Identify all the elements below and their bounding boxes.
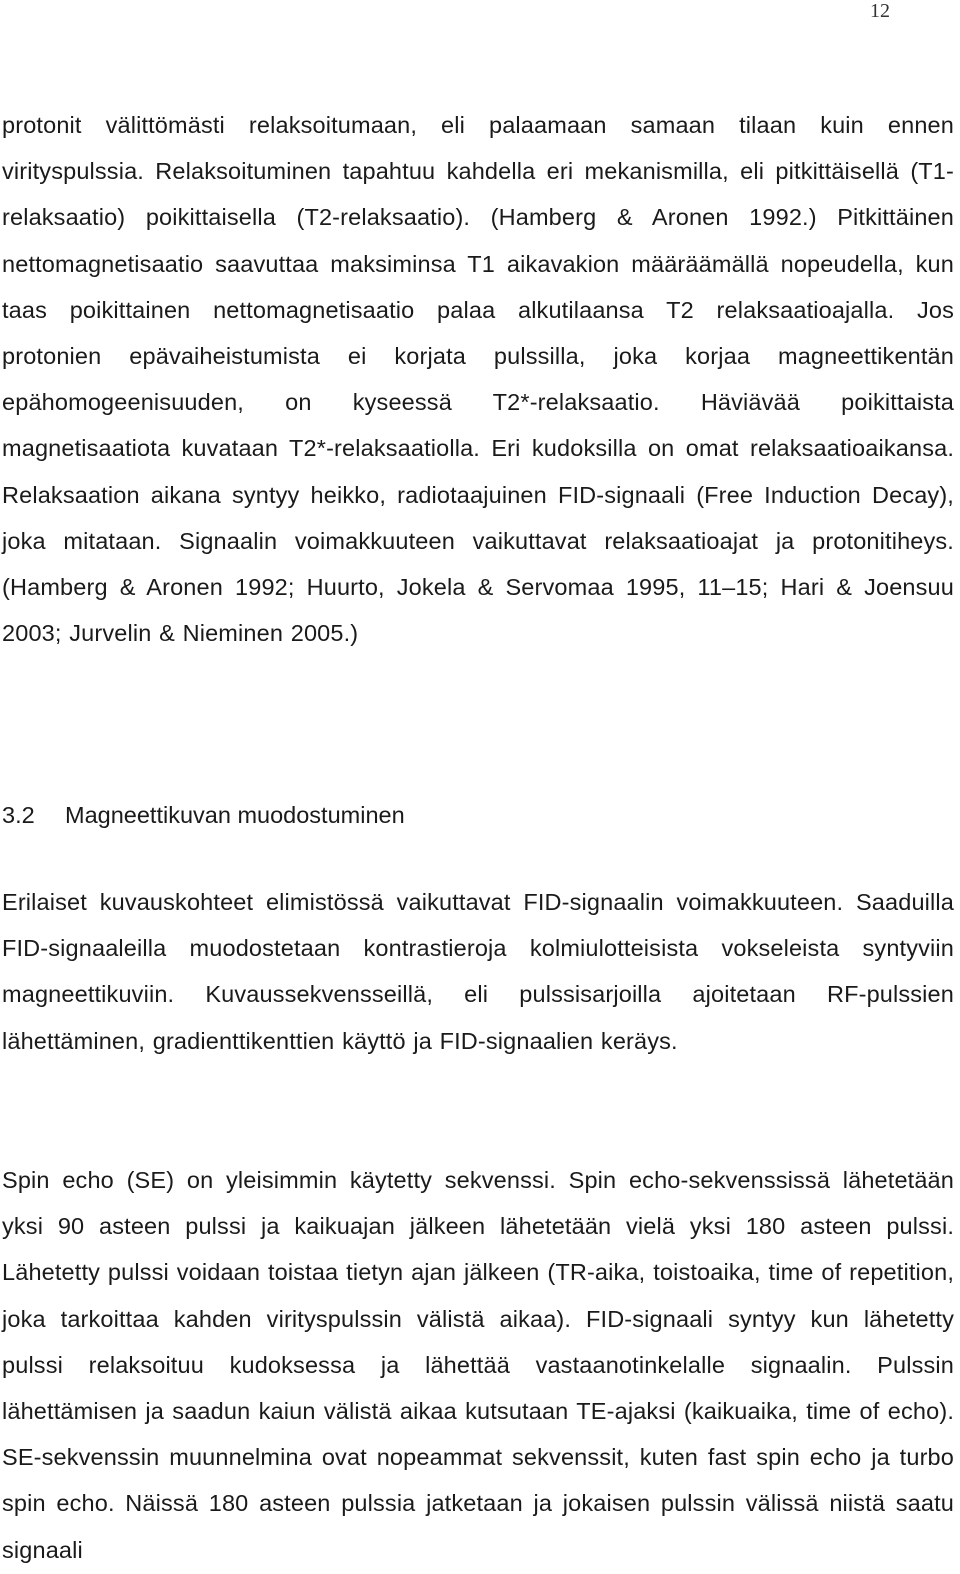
section-number: 3.2 bbox=[2, 802, 35, 828]
paragraph-relaxation: protonit välittömästi relaksoitumaan, eli palaamaan samaan tilaan kuin ennen virityspulssia. Relaksoituminen tapahtuu kahdella eri mekanismilla, eli pitkittäisellä (T1-relaksaatio) poikittaisella (T2-relaksaatio). (Hamberg & Aronen 1992.) Pitkittäinen nettomagnetisaatio saavuttaa maksiminsa T1 aikavakion määräämällä nopeudella, kun taas poikittainen nettomagnetisaatio palaa alkutilaansa T2 relaksaatioajalla. Jos protonien epävaiheistumista ei korjata pulssilla, joka korjaa magneettikentän epähomogeenisuuden, on kyseessä T2*-relaksaatio. Häviävää poikittaista magnetisaatiota kuvataan T2*-relaksaatiolla. Eri kudoksilla on omat relaksaatioaikansa. Relaksaation aikana syntyy heikko, radiotaajuinen FID-signaali (Free Induction Decay), joka mitataan. Signaalin voimakkuuteen vaikuttavat relaksaatioajat ja protonitiheys. (Hamberg & Aronen 1992; Huurto, Jokela & Servomaa 1995, 11–15; Hari & Joensuu 2003; Jurvelin & Nieminen 2005.) bbox=[2, 112, 954, 647]
section-title: Magneettikuvan muodostuminen bbox=[65, 802, 405, 828]
paragraph-imaging: Erilaiset kuvauskohteet elimistössä vaikuttavat FID-signaalin voimakkuuteen. Saaduilla FID-signaaleilla muodostetaan kontrastieroja kolmiulotteisista vokseleista syntyviin magneettikuviin. Kuvaussekvensseillä, eli pulssisarjoilla ajoitetaan RF-pulssien lähettäminen, gradienttikenttien käyttö ja FID-signaalien keräys. bbox=[2, 889, 954, 1054]
paragraph-spin-echo: Spin echo (SE) on yleisimmin käytetty sekvenssi. Spin echo-sekvenssissä lähetetään yksi 90 asteen pulssi ja kaikuajan jälkeen lähetetään vielä yksi 180 asteen pulssi. Lähetetty pulssi voidaan toistaa tietyn ajan jälkeen (TR-aika, toistoaika, time of repetition, joka tarkoittaa kahden virityspulssin välistä aikaa). FID-signaali syntyy kun lähetetty pulssi relaksoituu kudoksessa ja lähettää vastaanotinkelalle signaalin. Pulssin lähettämisen ja saadun kaiun välistä aikaa kutsutaan TE-ajaksi (kaikuaika, time of echo). SE-sekvenssin muunnelmina ovat nopeammat sekvenssit, kuten fast spin echo ja turbo spin echo. Näissä 180 asteen pulssia jatketaan ja jokaisen pulssin välissä niistä saatu signaali bbox=[2, 1167, 954, 1563]
section-heading bbox=[2, 792, 405, 838]
page-number: 12 bbox=[870, 0, 890, 22]
